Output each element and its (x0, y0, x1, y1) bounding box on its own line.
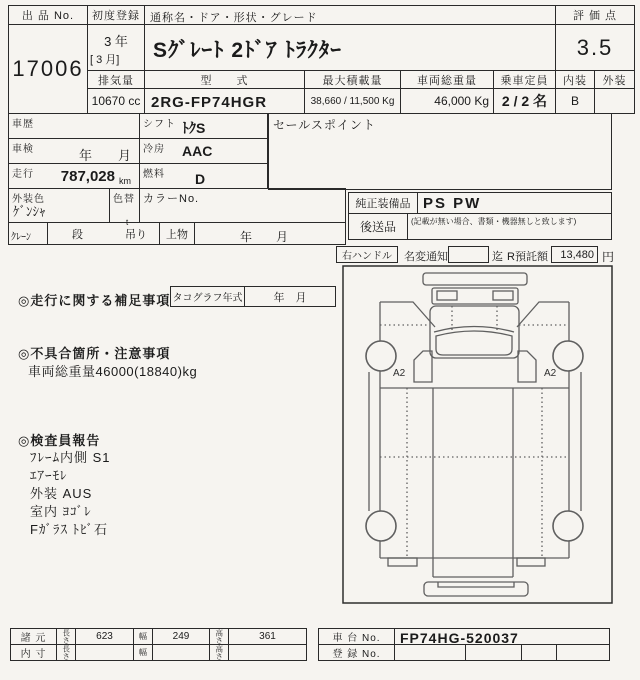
outer-width-lines (369, 372, 581, 511)
spec-height-value: 361 (228, 628, 307, 645)
mudflap-right (517, 558, 545, 566)
width-label: 幅 (133, 628, 153, 645)
first-registration-header: 初度登録 (87, 5, 145, 25)
gvw-value: 46,000 Kg (400, 88, 494, 114)
name-change-label: 名変通知 (404, 251, 448, 263)
wheel-rear-right (553, 511, 583, 541)
first-registration-value (87, 24, 145, 71)
model-value: 2RG-FP74HGR (144, 88, 305, 114)
inspector-item: 室内 ﾖｺﾞﾚ (30, 504, 92, 519)
equipment-header: 純正装備品 (348, 192, 418, 214)
vehicle-name-header: 通称名・ドア・形状・グレード (144, 5, 556, 25)
displacement-header: 排気量 (87, 70, 145, 89)
length-label: 長さ (56, 628, 76, 645)
inspector-report-list (30, 449, 111, 539)
mudflap-left (388, 558, 417, 566)
front-bumper (423, 273, 527, 285)
registration-no-cell-1 (394, 644, 466, 661)
later-items-header: 後送品 (348, 213, 408, 240)
mileage-note-title: ◎走行に関する補足事項 (18, 293, 171, 308)
inspector-item: ｴｱｰﾓﾚ (30, 468, 68, 483)
first-registration-year: 3 年 (104, 34, 128, 49)
shift-cell: シフト ﾄｸS (139, 113, 268, 139)
chassis-dotted-verticals (407, 388, 542, 558)
fender-right (518, 351, 536, 382)
capacity-value: 2 / 2 名 (493, 88, 556, 114)
crane-cell: ｸﾚｰﾝ (8, 222, 48, 245)
exterior-color-cell: 外装色 ｹﾞﾝｼｬ (8, 188, 110, 223)
registration-no-cell-4 (556, 644, 610, 661)
inner-width-label: 幅 (133, 644, 153, 661)
wheel-front-right (553, 341, 583, 371)
rear-bumper-step (438, 582, 514, 587)
inner-length-value (75, 644, 134, 661)
cab-outline (430, 306, 519, 358)
defects-title: ◎不具合箇所・注意事項 (18, 346, 171, 361)
registration-no-cell-3 (521, 644, 557, 661)
sales-point-box: セールスポイント (268, 113, 612, 190)
crane-spec-cell: 段 t 吊り (47, 222, 160, 245)
wheel-rear-left (366, 511, 396, 541)
deposit-value: 13,480 (551, 246, 598, 263)
capacity-header: 乗車定員 (493, 70, 556, 89)
chassis-no-value: FP74HG-520037 (394, 628, 610, 645)
deposit-label: R預託額 (507, 251, 548, 263)
spec-row-header: 諸 元 (10, 628, 57, 645)
inspector-item: ﾌﾚｰﾑ内側 S1 (30, 450, 111, 465)
repaint-cell: 色替 (109, 188, 140, 223)
fuel-cell: 燃料 D (139, 163, 268, 189)
defects-line: 車両総重量46000(18840)kg (28, 364, 198, 379)
chassis-no-header: 車 台 No. (318, 628, 395, 645)
grade-header: 評 価 点 (555, 5, 635, 25)
inner-height-value (228, 644, 307, 661)
windshield (436, 331, 512, 355)
body-type-header: 上物 (159, 222, 195, 245)
inspector-item: 外装 AUS (30, 486, 93, 501)
history-cell: 車歴 (8, 113, 140, 139)
tachograph-value: 年 月 (244, 286, 336, 307)
headlight-right (493, 291, 513, 300)
damage-mark-a2-right: A2 (544, 368, 557, 379)
frame-rails (433, 388, 513, 577)
mileage-unit: km (119, 176, 131, 186)
grade-value: 3.5 (555, 24, 635, 71)
registration-no-header: 登 録 No. (318, 644, 395, 661)
inner-height-label: 高さ (209, 644, 229, 661)
damage-mark-a2-left: A2 (393, 368, 406, 379)
displacement-value: 10670 cc (87, 88, 145, 114)
gvw-header: 車両総重量 (400, 70, 494, 89)
yen-label: 円 (602, 250, 615, 264)
rear-bumper (424, 582, 528, 596)
wheel-front-left (366, 341, 396, 371)
interior-header: 内装 (555, 70, 595, 89)
lot-no-header: 出 品 No. (8, 5, 88, 25)
inner-width-value (152, 644, 210, 661)
color-no-cell: カラーNo. (139, 188, 346, 223)
lot-no-value: 17006 (8, 24, 88, 114)
spec-length-value: 623 (75, 628, 134, 645)
inspector-item: Fｶﾞﾗｽ ﾄﾋﾞ石 (30, 522, 109, 537)
spec-width-value: 249 (152, 628, 210, 645)
payload-value: 38,660 / 11,500 Kg (304, 88, 401, 114)
interior-value: B (555, 88, 595, 114)
inner-row-header: 内 寸 (10, 644, 57, 661)
body-sides (380, 302, 569, 558)
vehicle-name-value: Sｸﾞﾚｰﾄ 2ﾄﾞｱ ﾄﾗｸﾀｰ (144, 24, 556, 71)
later-items-note: (記載が無い場合、書類・機器無しと致します) (407, 213, 612, 240)
diagram-frame (343, 266, 612, 603)
exterior-value (594, 88, 635, 114)
model-header: 型 式 (144, 70, 305, 89)
aircon-cell: 冷房 AAC (139, 138, 268, 164)
registration-no-cell-2 (465, 644, 522, 661)
inner-length-label: 長さ (56, 644, 76, 661)
headlight-left (437, 291, 457, 300)
equipment-value: PS PW (417, 192, 612, 214)
payload-header: 最大積載量 (304, 70, 401, 89)
mileage-cell: 走行 787,028 km (8, 163, 140, 189)
body-type-value: 年 月 (194, 222, 346, 245)
exterior-header: 外装 (594, 70, 635, 89)
name-change-value (448, 246, 489, 263)
shaken-cell: 車検 年 月 (8, 138, 140, 164)
right-handle-badge: 右ハンドル (336, 246, 398, 263)
fender-left (414, 351, 432, 382)
truck-top-view-diagram (342, 264, 614, 606)
first-registration-month: [ 3 月] (90, 54, 120, 66)
tachograph-label: タコグラフ年式 (170, 286, 245, 307)
height-label: 高さ (209, 628, 229, 645)
made-label: 迄 (492, 251, 503, 263)
inspector-report-title: ◎検査員報告 (18, 433, 101, 448)
